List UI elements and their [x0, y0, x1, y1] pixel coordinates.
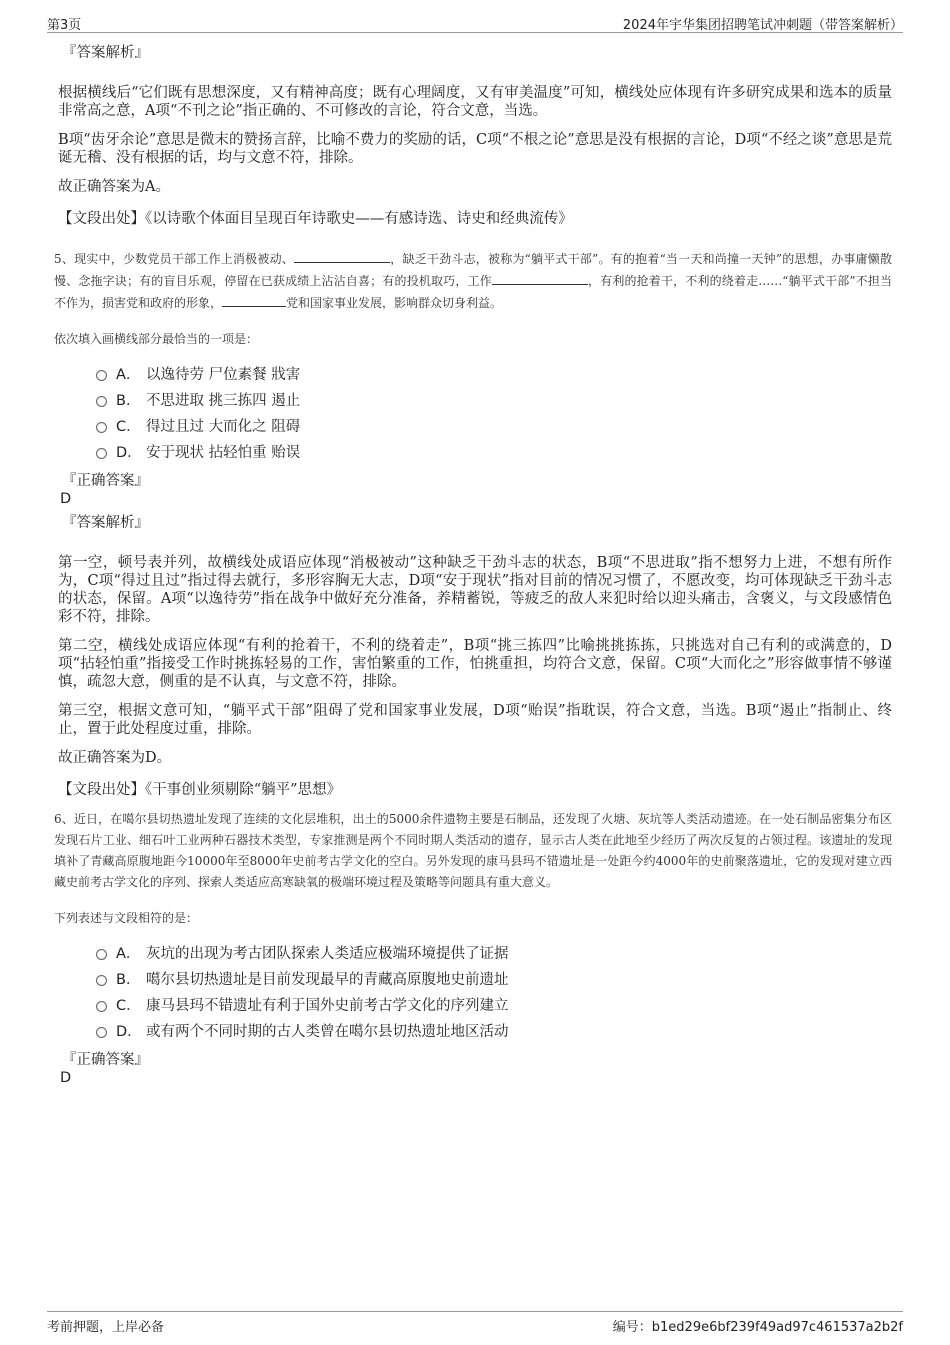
- radio-icon[interactable]: [96, 949, 107, 960]
- radio-icon[interactable]: [96, 1001, 107, 1012]
- q5-analysis-para-1: 第一空，顿号表并列，故横线处成语应体现“消极被动”这种缺乏干劲斗志的状态，B项“不思进取”指不想努力上进，不想有所作为，C项“得过且过”指过得去就行，多形容胸无大志，D项“安于现状”指对目前的情况习惯了，不愿改变，均可体现缺乏干劲斗志的状态，保留。A项“以逸待劳”指在战争中做好充分准备，养精蓄锐，等疲乏的敌人来犯时给以迎头痛击，含褒义，与文段感情色彩不符，排除。: [58, 555, 892, 625]
- q6-option-d[interactable]: D． 或有两个不同时期的古人类曾在噶尔县切热遗址地区活动: [96, 1019, 892, 1045]
- page-number: 第3页: [47, 18, 82, 33]
- q6-options: [96, 941, 892, 1045]
- q4-analysis-label: 『答案解析』: [62, 45, 149, 61]
- q5-option-b[interactable]: B． 不思进取 挑三拣四 遏止: [96, 388, 892, 414]
- q5-option-a[interactable]: A． 以逸待劳 尸位素餐 戕害: [96, 362, 892, 388]
- q6-answer-label: 『正确答案』: [62, 1052, 149, 1068]
- blank-1: [294, 250, 390, 263]
- q6-option-a[interactable]: A． 灰坑的出现为考古团队探索人类适应极端环境提供了证据: [96, 941, 892, 967]
- q5-options: [96, 362, 892, 466]
- q5-analysis-para-2: 第二空，横线处成语应体现“有利的抢着干，不利的绕着走”，B项“挑三拣四”比喻挑挑拣拣，只挑选对自己有利的或满意的，D项“拈轻怕重”指接受工作时挑拣轻易的工作，害怕繁重的工作，怕挑重担，均符合文意，保留。C项“大而化之”形容做事情不够谨慎，疏忽大意，侧重的是不认真，与文意不符，排除。: [58, 638, 892, 690]
- q5-answer-label: 『正确答案』: [62, 473, 149, 489]
- q4-analysis-para-1: 根据横线后“它们既有思想深度，又有精神高度；既有心理阔度，又有审美温度”可知，横线处应体现有许多研究成果和选本的质量非常高之意，A项“不刊之论”指正确的、不可修改的言论，符合文意，当选。: [58, 85, 892, 119]
- q6-option-c[interactable]: C． 康马县玛不错遗址有利于国外史前考古学文化的序列建立: [96, 993, 892, 1019]
- q5-prompt: 依次填入画横线部分最恰当的一项是：: [54, 332, 259, 346]
- document-id: 编号：b1ed29e6bf239f49ad97c461537a2b2f: [612, 1320, 903, 1335]
- page-header: [47, 12, 903, 33]
- page-footer: [47, 1311, 903, 1335]
- radio-icon[interactable]: [96, 448, 107, 459]
- radio-icon[interactable]: [96, 396, 107, 407]
- q5-question: 5、现实中，少数党员干部工作上消极被动、 ，缺乏干劲斗志，被称为“躺平式干部”。有的抱着“当一天和尚撞一天钟”的思想，办事庸懒散慢、念拖字诀；有的盲目乐观，停留在已获成绩上沾沾自喜；有的投机取巧，工作 ，有利的抢着干，不利的绕着走……“躺平式干部”不担当不作为，损害党和政府的形象， 党和国家事业发展，影响群众切身利益。: [54, 252, 893, 310]
- q6-option-b[interactable]: B． 噶尔县切热遗址是目前发现最早的青藏高原腹地史前遗址: [96, 967, 892, 993]
- q4-analysis-para-2: B项“齿牙余论”意思是微末的赞扬言辞，比喻不费力的奖励的话，C项“不根之论”意思是没有根据的言论，D项“不经之谈”意思是荒诞无稽、没有根据的话，均与文意不符，排除。: [58, 132, 892, 166]
- document-title: 2024年宇华集团招聘笔试冲刺题（带答案解析）: [622, 18, 903, 33]
- radio-icon[interactable]: [96, 422, 107, 433]
- q6-answer: D: [60, 1070, 72, 1086]
- radio-icon[interactable]: [96, 370, 107, 381]
- q6-prompt: 下列表述与文段相符的是：: [54, 911, 199, 925]
- q5-analysis-para-3: 第三空，根据文意可知，“躺平式干部”阻碍了党和国家事业发展，D项“贻误”指耽误，符合文意，当选。B项“遏止”指制止、终止，置于此处程度过重，排除。: [58, 703, 892, 737]
- q4-conclusion: 故正确答案为A。: [58, 179, 170, 195]
- page-content: [54, 40, 893, 1093]
- radio-icon[interactable]: [96, 975, 107, 986]
- q5-option-d[interactable]: D． 安于现状 拈轻怕重 贻误: [96, 440, 892, 466]
- blank-3: [222, 294, 286, 307]
- q6-question: 6、近日，在噶尔县切热遗址发现了连续的文化层堆积，出土的5000余件遗物主要是石制品，还发现了火塘、灰坑等人类活动遗迹。在一处石制品密集分布区发现石片工业、细石叶工业两种石器技术类型，专家推测是两个不同时期人类活动的遗存，显示古人类在此地至少经历了两次反复的占领过程。该遗址的发现填补了青藏高原腹地距今10000年至8000年史前考古学文化的空白。另外发现的康马县玛不错遗址是一处距今约4000年的史前聚落遗址，它的发现对建立西藏史前考古学文化的序列、探索人类适应高寒缺氧的极端环境过程及策略等问题具有重大意义。: [54, 812, 892, 889]
- q5-conclusion: 故正确答案为D。: [58, 750, 172, 766]
- q5-source: 【文段出处】《干事创业须剔除“躺平”思想》: [58, 782, 342, 798]
- q5-option-c[interactable]: C． 得过且过 大而化之 阻碍: [96, 414, 892, 440]
- q4-source: 【文段出处】《以诗歌个体面目呈现百年诗歌史——有感诗选、诗史和经典流传》: [58, 211, 573, 227]
- footer-slogan: 考前押题，上岸必备: [47, 1320, 165, 1335]
- blank-2: [492, 272, 588, 285]
- q5-analysis-label: 『答案解析』: [62, 515, 149, 531]
- radio-icon[interactable]: [96, 1027, 107, 1038]
- q5-answer: D: [60, 491, 72, 507]
